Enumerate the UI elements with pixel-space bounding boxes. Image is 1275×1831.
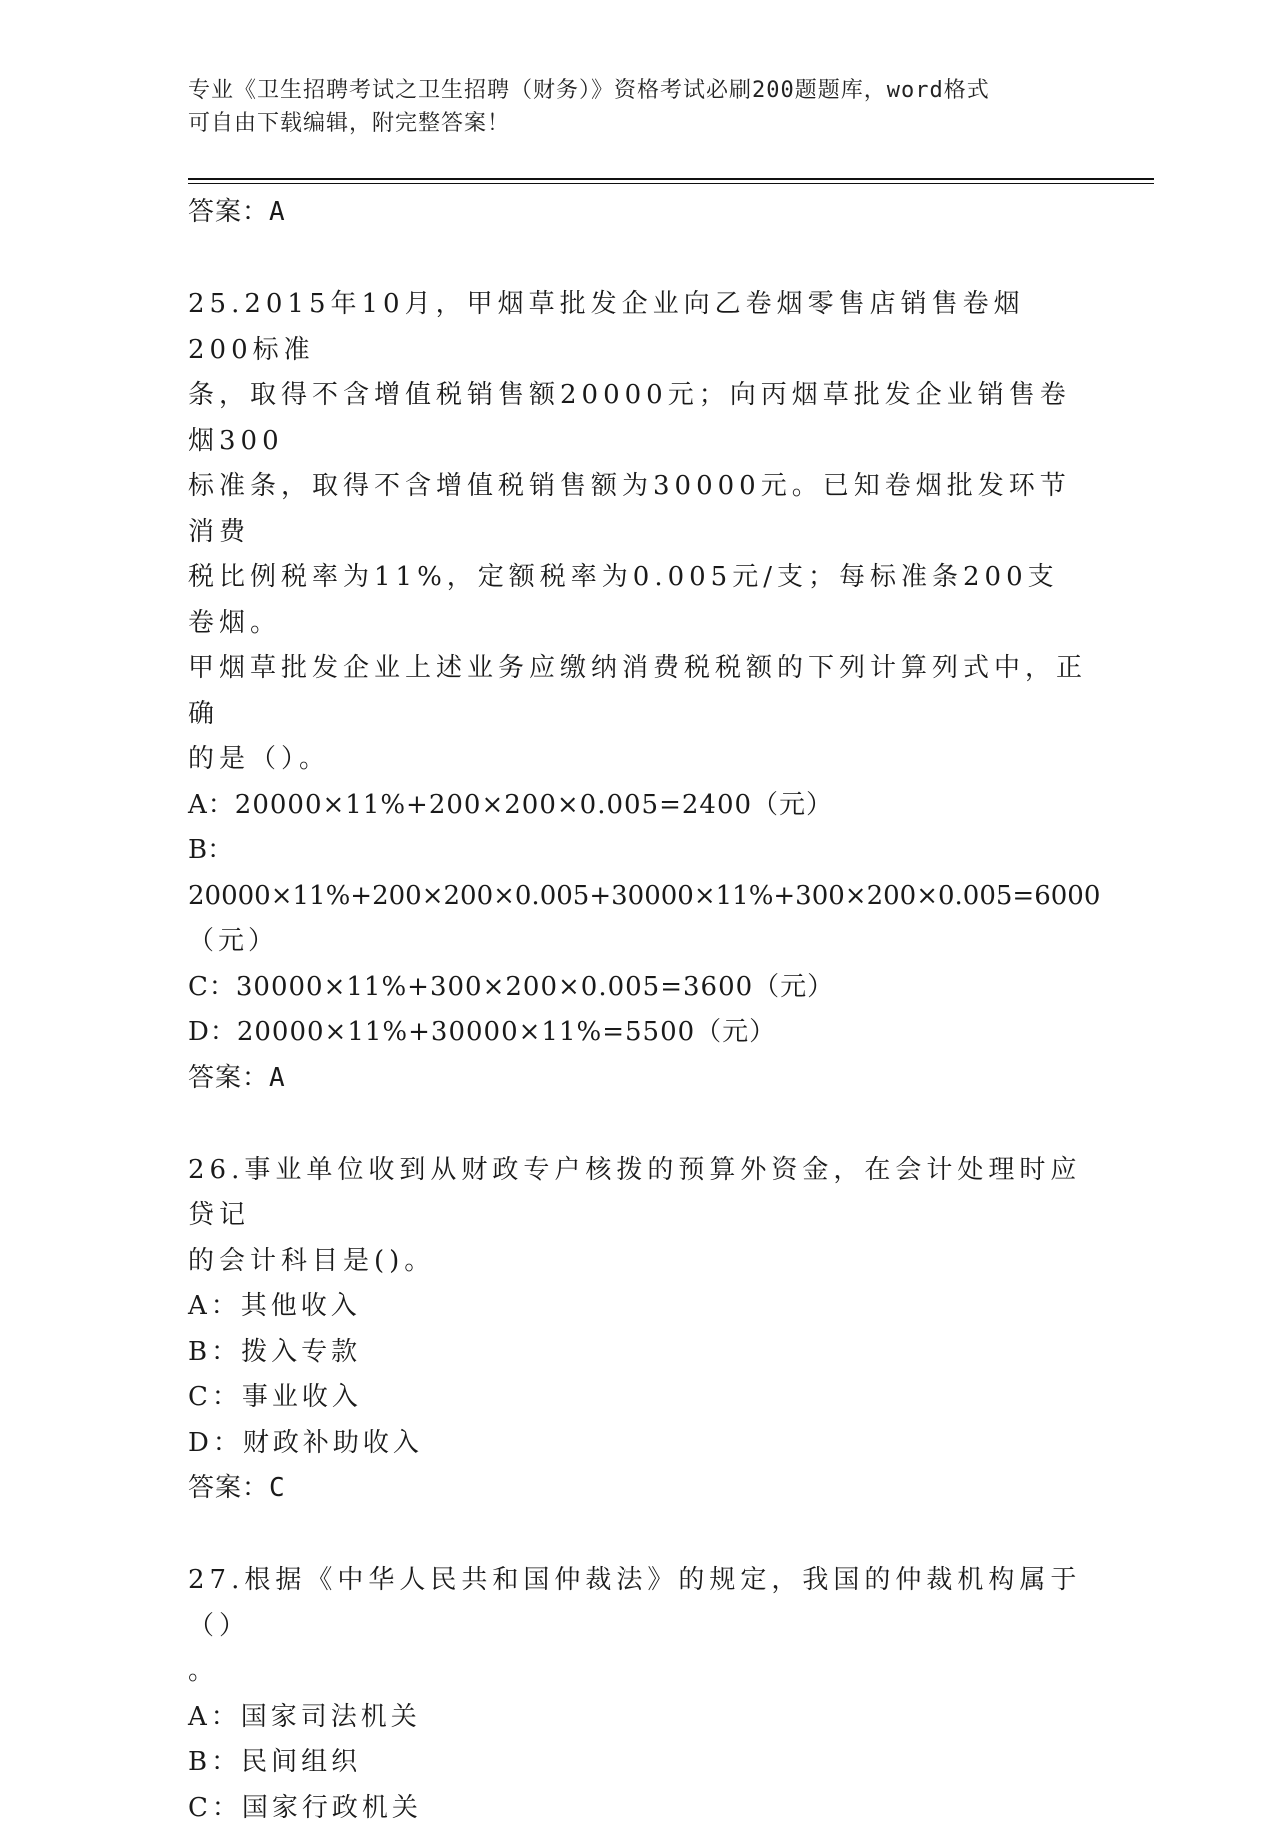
option-d: D：财政补助收入 <box>188 1421 1088 1467</box>
option-d: D：20000×11%+30000×11%=5500（元） <box>188 1010 1088 1056</box>
question-line: 的是（）。 <box>188 737 1088 783</box>
option-b-continued: （元） <box>188 919 1088 965</box>
question-line: 26.事业单位收到从财政专户核拨的预算外资金，在会计处理时应贷记 <box>188 1148 1088 1239</box>
question-line: 25.2015年10月，甲烟草批发企业向乙卷烟零售店销售卷烟200标准 <box>188 282 1088 373</box>
option-c: C：30000×11%+300×200×0.005=3600（元） <box>188 965 1088 1011</box>
option-c: C：事业收入 <box>188 1375 1088 1421</box>
document-header <box>188 74 1068 140</box>
option-b: B：20000×11%+200×200×0.005+30000×11%+300×200×0.005=6000 <box>188 828 1088 919</box>
option-a: A：其他收入 <box>188 1284 1088 1330</box>
question-line: 标准条，取得不含增值税销售额为30000元。已知卷烟批发环节消费 <box>188 464 1088 555</box>
answer-26: 答案：C <box>188 1466 1088 1511</box>
option-a: A：国家司法机关 <box>188 1695 1088 1741</box>
question-line: 甲烟草批发企业上述业务应缴纳消费税税额的下列计算列式中，正确 <box>188 646 1088 737</box>
option-c: C：国家行政机关 <box>188 1786 1088 1831</box>
question-line: 条，取得不含增值税销售额20000元；向丙烟草批发企业销售卷烟300 <box>188 373 1088 464</box>
header-divider-thin <box>188 183 1154 184</box>
option-b: B：民间组织 <box>188 1740 1088 1786</box>
document-body <box>188 190 1088 1831</box>
question-line: 的会计科目是()。 <box>188 1239 1088 1285</box>
header-line-1: 专业《卫生招聘考试之卫生招聘（财务）》资格考试必刷200题题库，word格式 <box>188 74 1068 107</box>
option-a: A：20000×11%+200×200×0.005=2400（元） <box>188 783 1088 829</box>
option-b: B：拨入专款 <box>188 1330 1088 1376</box>
question-27 <box>188 1558 1088 1831</box>
question-line: 27.根据《中华人民共和国仲裁法》的规定，我国的仲裁机构属于（） <box>188 1558 1088 1649</box>
question-line: 。 <box>188 1649 1088 1695</box>
answer-25: 答案：A <box>188 1056 1088 1101</box>
question-25 <box>188 282 1088 1101</box>
question-26 <box>188 1148 1088 1512</box>
answer-previous: 答案：A <box>188 190 1088 235</box>
header-line-2: 可自由下载编辑，附完整答案！ <box>188 107 1068 140</box>
question-line: 税比例税率为11%，定额税率为0.005元/支；每标准条200支卷烟。 <box>188 555 1088 646</box>
header-divider <box>188 178 1154 180</box>
